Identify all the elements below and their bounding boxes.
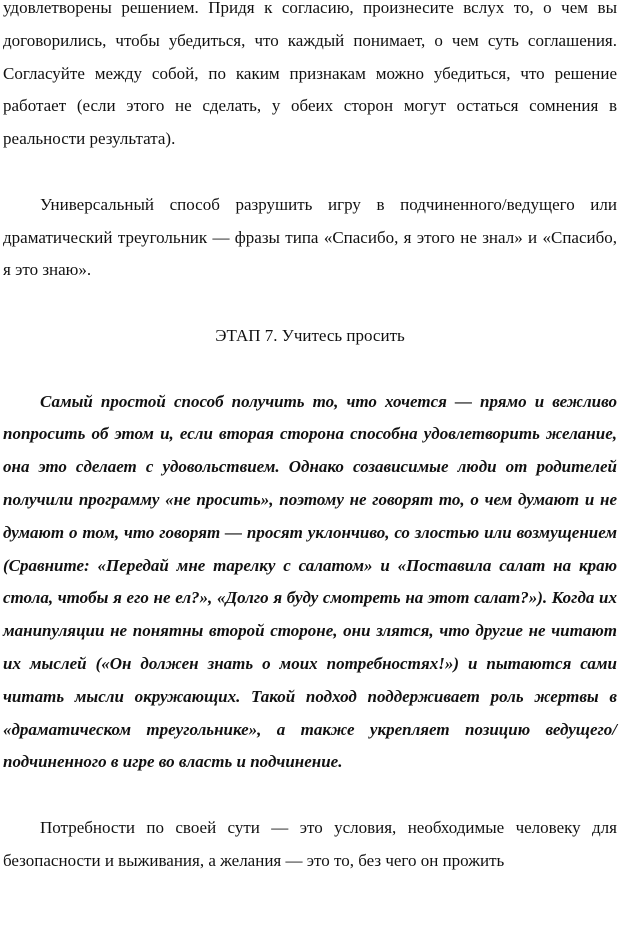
paragraph-3-emphasized: Самый простой способ получить то, что хочется — прямо и вежливо попросить об этом и, если вторая сторона способна удовлетворить желание, она это сделает с удовольствием. Однако созависимые люди от родителей получили программу «не просить», поэтому не говорят то, о чем думают и не думают о том, что говорят — просят уклончиво, со злостью или возмущением (Сравните: «Передай мне тарелку с салатом» и «Поставила салат на краю стола, чтобы я его не ел?», «Долго я буду смотреть на этот салат?»). Когда их манипуляции не понятны второй стороне, они злятся, что другие не читают их мыслей («Он должен знать о моих потребностях!») и пытаются сами читать мысли окружающих. Такой подход поддерживает роль жертвы в «драматическом треугольнике», а также укрепляет позицию ведущего/подчиненного в игре во власть и подчинение. <box>3 391 617 772</box>
paragraph-gap <box>3 353 617 386</box>
paragraph-gap <box>3 287 617 320</box>
paragraph-4: Потребности по своей сути — это условия, необходимые человеку для безопасности и выживания, а желания — это то, без чего он прожить <box>3 817 617 870</box>
paragraph-2: Универсальный способ разрушить игру в подчиненного/ведущего или драматический треугольник — фразы типа «Спасибо, я этого не знал» и «Спасибо, я это знаю». <box>3 194 617 280</box>
document-page <box>3 0 617 878</box>
section-heading: ЭТАП 7. Учитесь просить <box>215 325 405 345</box>
paragraph-gap <box>3 156 617 189</box>
paragraph-1: удовлетворены решением. Придя к согласию, произнесите вслух то, о чем вы договорились, чтобы убедиться, что каждый понимает, о чем суть соглашения. Согласуйте между собой, по каким признакам можно убедиться, что решение работает (если этого не сделать, у обеих сторон могут остаться сомнения в реальности результата). <box>3 0 617 149</box>
paragraph-gap <box>3 779 617 812</box>
